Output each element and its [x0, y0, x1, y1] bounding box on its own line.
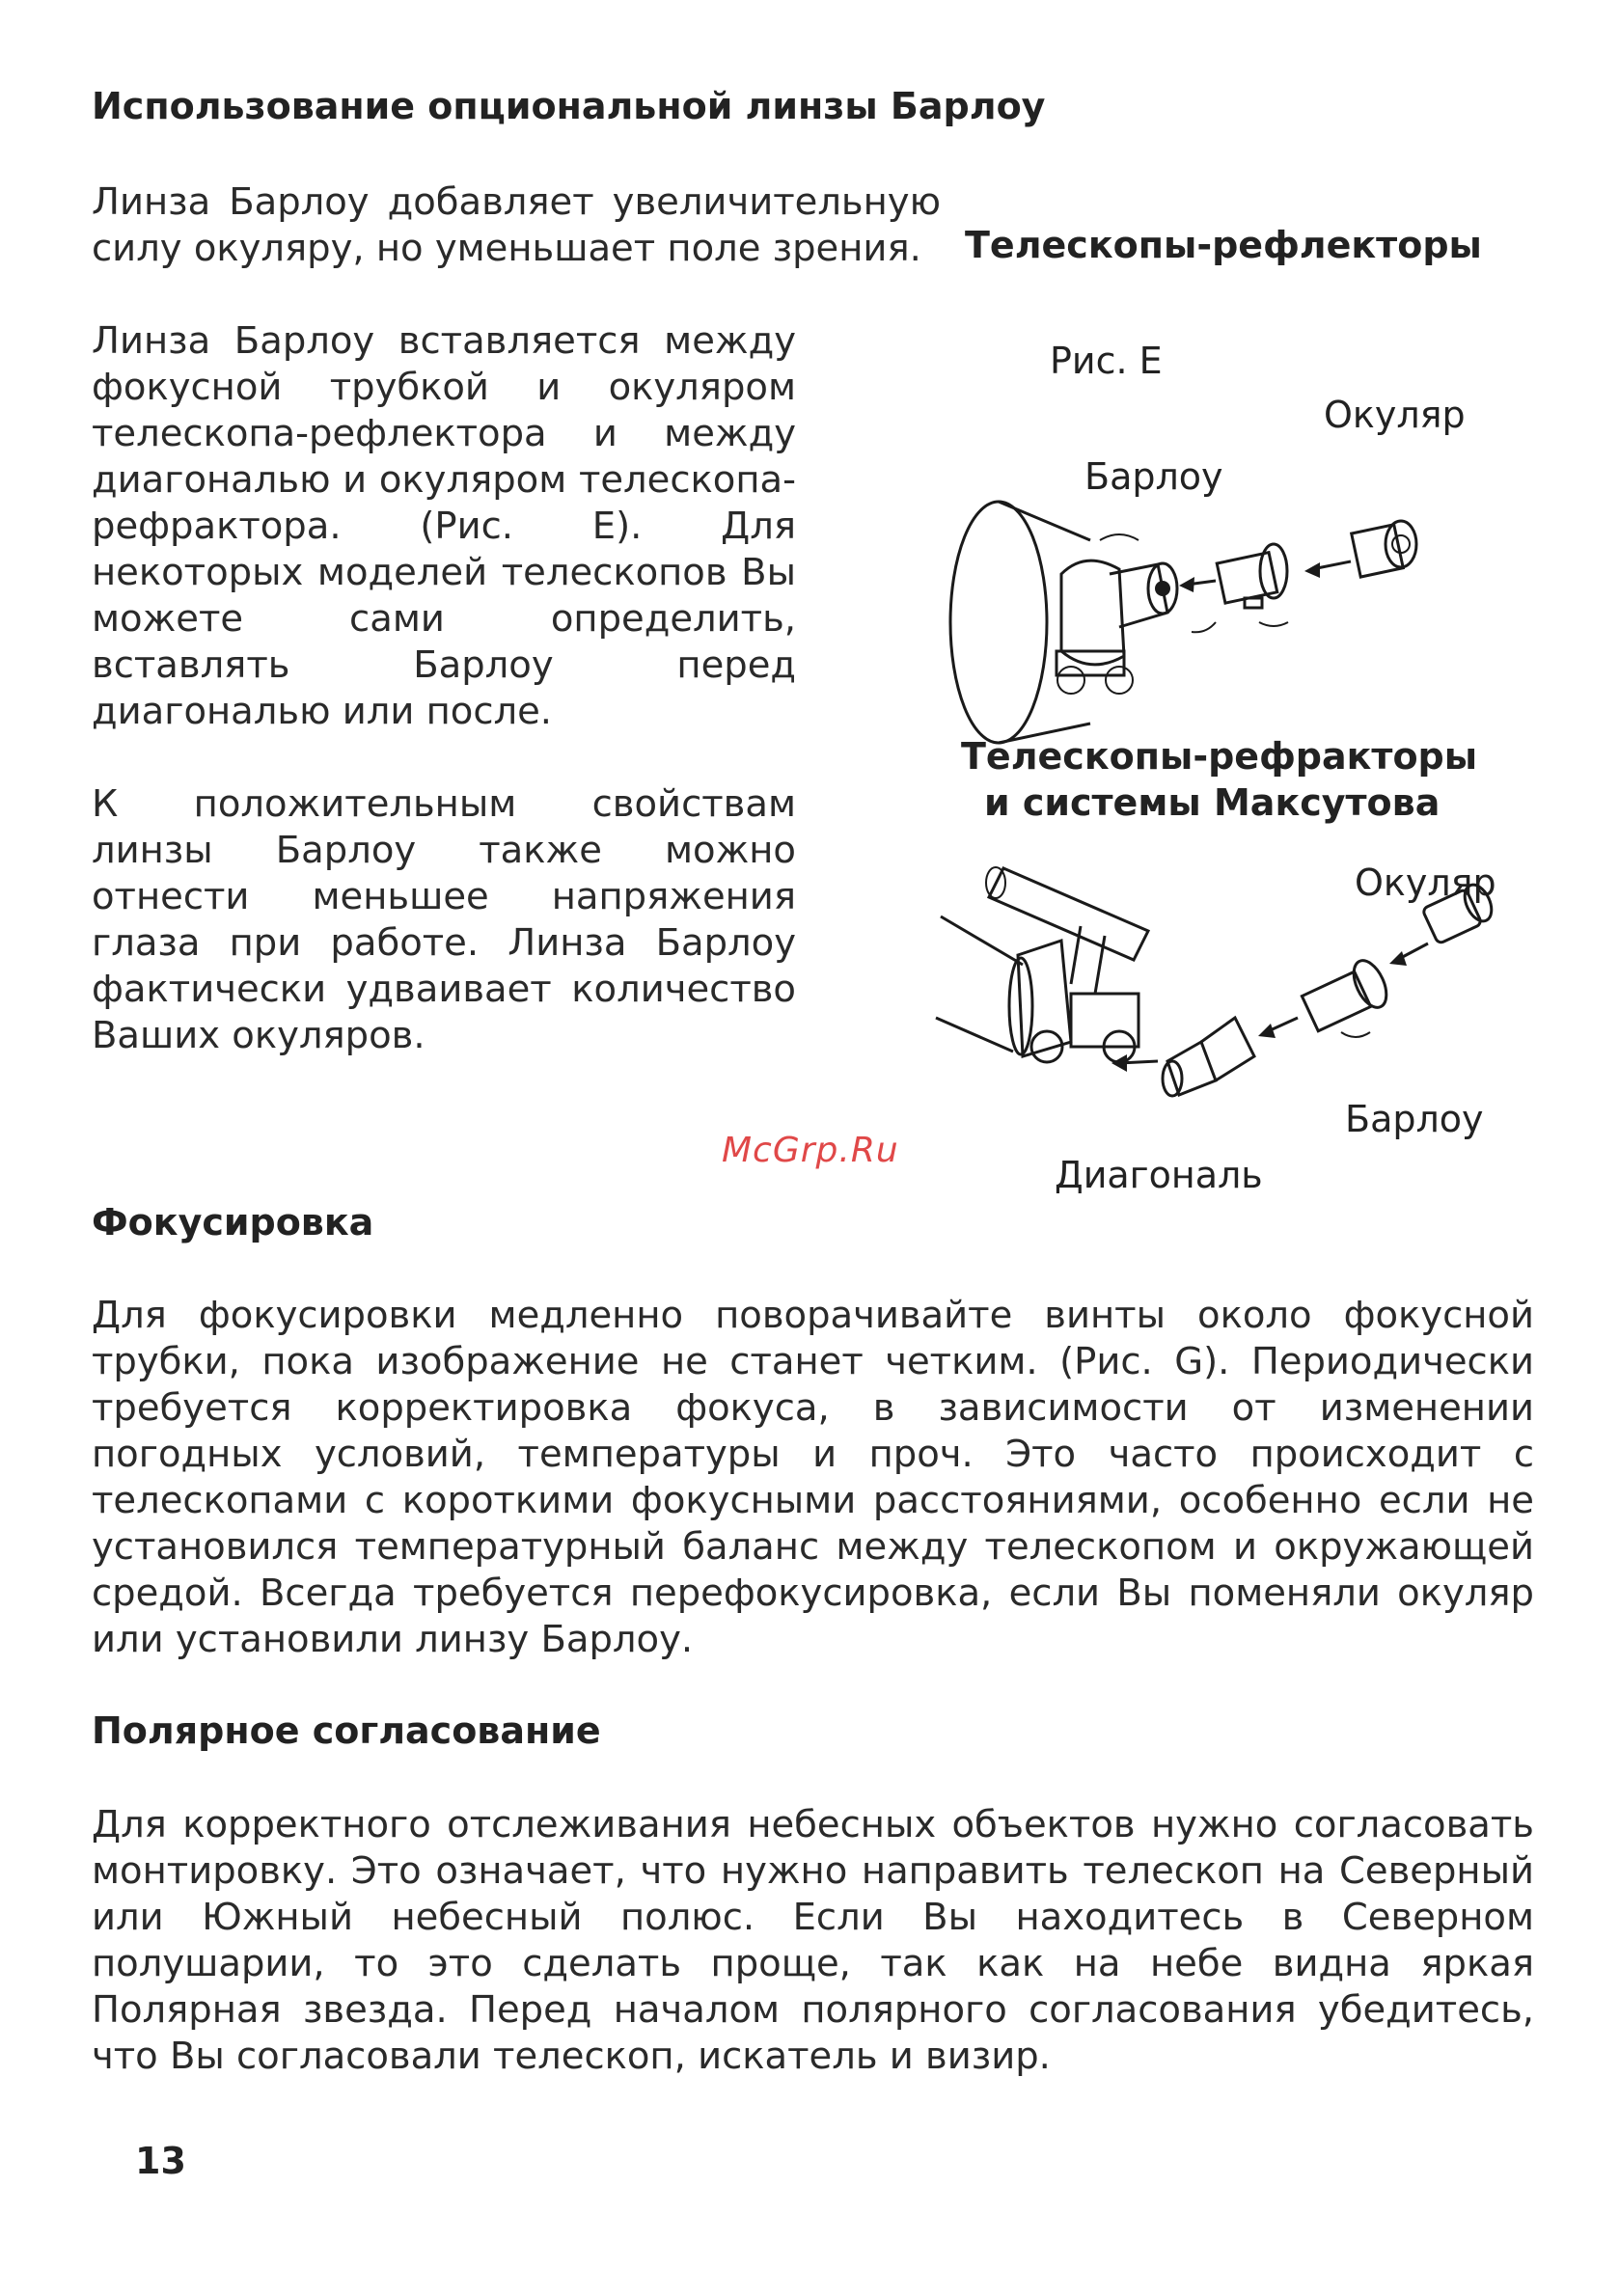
reflector-diagram	[926, 482, 1467, 752]
barlow-heading: Использование опциональной линзы Барлоу	[92, 85, 1046, 127]
reflector-eyepiece	[1352, 521, 1416, 577]
reflector-tube	[950, 502, 1090, 743]
polar-paragraph: Для корректного отслеживания небесных объектов нужно согласовать монтировку. Это означает, что нужно направить телескоп на Северный или Южный небесный полюс. Если Вы находитесь в Северном полушарии, то это сделать проще, так как на небе видна яркая Полярная звезда. Перед началом полярного согласования убедитесь, что Вы согласовали телескоп, искатель и визир.	[92, 1803, 1534, 2078]
refractor-diagonal-label: Диагональ	[1055, 1154, 1263, 1196]
reflector-barlow-label: Барлоу	[1084, 455, 1223, 498]
refractors-title-line-2: и системы Максутова	[984, 781, 1441, 824]
polar-heading: Полярное согласование	[92, 1709, 601, 1752]
reflector-focuser	[1056, 560, 1177, 694]
figure-label: Рис. E	[1050, 340, 1163, 382]
reflector-eyepiece-label: Окуляр	[1324, 394, 1466, 436]
reflector-barlow-lens	[1217, 544, 1288, 626]
refractor-tube	[936, 916, 1139, 1062]
barlow-paragraph-1: Линза Барлоу добавляет увеличительную силу окуляру, но уменьшает поле зрения.	[92, 180, 941, 270]
refractor-eyepiece-label: Окуляр	[1355, 861, 1496, 904]
focus-heading: Фокусировка	[92, 1201, 374, 1244]
refractors-title-line-1: Телескопы-рефракторы	[961, 735, 1478, 778]
finder-scope	[986, 867, 1148, 994]
watermark: McGrp.Ru	[722, 1131, 899, 1170]
refractor-barlow-label: Барлоу	[1345, 1098, 1484, 1140]
refractor-eyepiece	[1422, 881, 1496, 944]
focus-paragraph: Для фокусировки медленно поворачивайте винты около фокусной трубки, пока изображение не станет четким. (Рис. G). Периодически требуется корректировка фокуса, в зависимости от изменении погодных условий, температуры и проч. Это часто происходит с телескопами с короткими фокусными расстояниями, особенно если не установился температурный баланс между телескопом и окружающей средой. Всегда требуется перефокусировка, если Вы поменяли окуляр или установили линзу Барлоу.	[92, 1294, 1534, 1661]
refractor-diagram	[926, 849, 1524, 1138]
star-diagonal	[1163, 1018, 1254, 1096]
reflectors-title: Телескопы-рефлекторы	[965, 224, 1482, 266]
refractor-barlow-lens	[1302, 956, 1392, 1037]
page-number: 13	[135, 2140, 186, 2182]
barlow-paragraph-3: К положительным свойствам линзы Барлоу также можно отнести меньшее напряжения глаза при работе. Линза Барлоу фактически удваивает количество Ваших окуляров.	[92, 782, 796, 1057]
barlow-paragraph-2: Линза Барлоу вставляется между фокусной трубкой и окуляром телескопа-рефлектора и между диагональю и окуляром телескопа-рефрактора. (Рис. E). Для некоторых моделей телескопов Вы можете сами определить, вставлять Барлоу перед диагональю или после.	[92, 319, 796, 733]
